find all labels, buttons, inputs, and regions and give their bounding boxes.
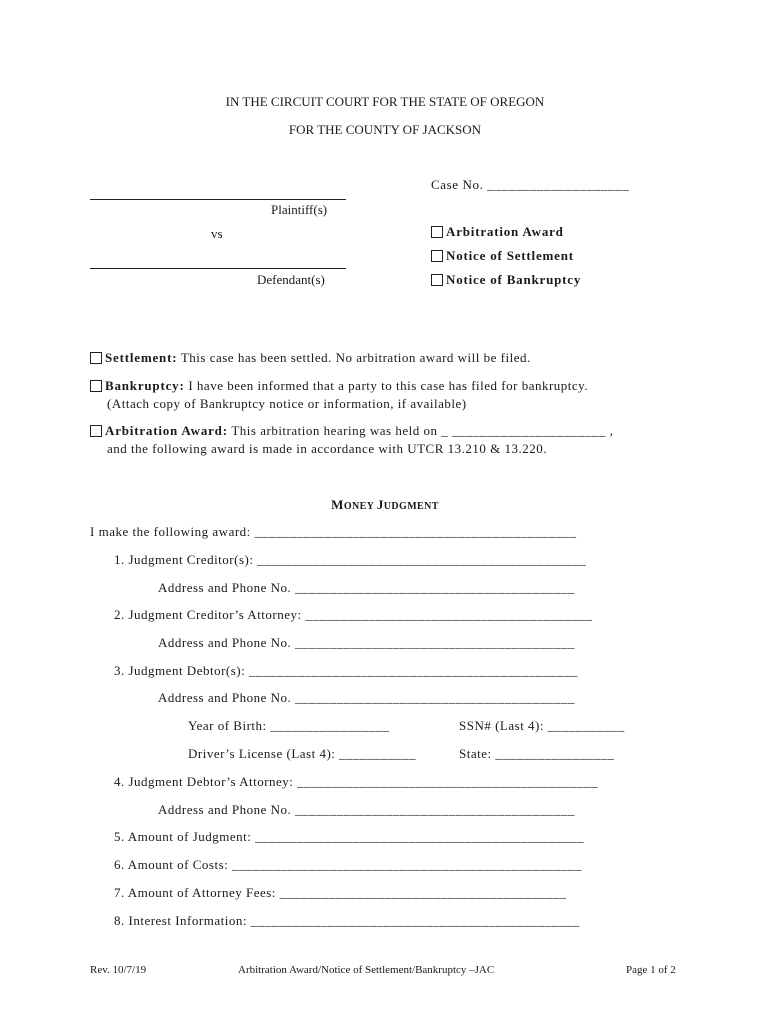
arbitration-checkbox[interactable] <box>90 425 102 437</box>
checkbox[interactable] <box>431 274 443 286</box>
award-intro-field[interactable]: I make the following award: ______________________________________________ <box>90 524 577 539</box>
bankruptcy-text: I have been informed that a party to this case has filed for bankruptcy. <box>188 378 589 393</box>
arbitration-award-option[interactable] <box>431 224 564 240</box>
settlement-checkbox[interactable] <box>90 352 102 364</box>
state-field[interactable]: State: _________________ <box>459 746 615 761</box>
notice-of-bankruptcy-option[interactable] <box>431 272 581 288</box>
creditor-address-field[interactable]: Address and Phone No. ________________________________________ <box>158 580 576 595</box>
debtor-address-field[interactable]: Address and Phone No. ________________________________________ <box>158 690 576 705</box>
creditor-attorney-field[interactable]: 2. Judgment Creditor’s Attorney: _________________________________________ <box>114 607 593 622</box>
option-label: Notice of Bankruptcy <box>446 272 582 287</box>
checkbox[interactable] <box>431 250 443 262</box>
amount-of-costs-field[interactable]: 6. Amount of Costs: __________________________________________________ <box>114 857 582 872</box>
court-heading: IN THE CIRCUIT COURT FOR THE STATE OF OREGON <box>225 94 545 109</box>
option-label: Notice of Settlement <box>446 248 574 263</box>
settlement-text: This case has been settled. No arbitration award will be filed. <box>180 350 531 365</box>
arbitration-text[interactable]: This arbitration hearing was held on _ ______________________ , <box>231 423 614 438</box>
drivers-license-field[interactable]: Driver’s License (Last 4): ___________ <box>188 746 417 761</box>
bankruptcy-note: (Attach copy of Bankruptcy notice or information, if available) <box>107 396 467 411</box>
notice-of-settlement-option[interactable] <box>431 248 574 264</box>
arbitration-rule-line: and the following award is made in accordance with UTCR 13.210 & 13.220. <box>107 441 547 456</box>
amount-of-judgment-field[interactable]: 5. Amount of Judgment: _______________________________________________ <box>114 829 585 844</box>
bankruptcy-statement <box>90 378 588 394</box>
defendant-label: Defendant(s) <box>257 272 325 287</box>
plaintiff-line <box>90 199 346 200</box>
debtor-attorney-field[interactable]: 4. Judgment Debtor’s Attorney: ___________________________________________ <box>114 774 599 789</box>
judgment-debtor-field[interactable]: 3. Judgment Debtor(s): _______________________________________________ <box>114 663 578 678</box>
footer-revision: Rev. 10/7/19 <box>90 964 147 976</box>
bankruptcy-checkbox[interactable] <box>90 380 102 392</box>
arbitration-title: Arbitration Award: <box>105 423 228 438</box>
debtor-attorney-address-field[interactable]: Address and Phone No. ________________________________________ <box>158 802 576 817</box>
option-label: Arbitration Award <box>446 224 564 239</box>
creditor-attorney-address-field[interactable]: Address and Phone No. ________________________________________ <box>158 635 576 650</box>
ssn-last4-field[interactable]: SSN# (Last 4): ___________ <box>459 718 625 733</box>
bankruptcy-title: Bankruptcy: <box>105 378 185 393</box>
footer-title: Arbitration Award/Notice of Settlement/Bankruptcy –JAC <box>238 964 495 976</box>
footer-page-number: Page 1 of 2 <box>626 964 676 976</box>
money-judgment-title: MONEY JUDGMENT <box>331 497 439 512</box>
case-number-field[interactable]: Case No. ____________________ <box>431 177 630 192</box>
settlement-statement <box>90 350 531 366</box>
year-of-birth-field[interactable]: Year of Birth: _________________ <box>188 718 390 733</box>
attorney-fees-field[interactable]: 7. Amount of Attorney Fees: _________________________________________ <box>114 885 567 900</box>
checkbox[interactable] <box>431 226 443 238</box>
vs-label: vs <box>211 226 223 241</box>
defendant-line <box>90 268 346 269</box>
county-heading: FOR THE COUNTY OF JACKSON <box>288 122 482 137</box>
plaintiff-label: Plaintiff(s) <box>271 202 328 217</box>
interest-information-field[interactable]: 8. Interest Information: _______________________________________________ <box>114 913 580 928</box>
settlement-title: Settlement: <box>105 350 178 365</box>
arbitration-statement <box>90 423 613 439</box>
judgment-creditor-field[interactable]: 1. Judgment Creditor(s): _______________________________________________ <box>114 552 587 567</box>
